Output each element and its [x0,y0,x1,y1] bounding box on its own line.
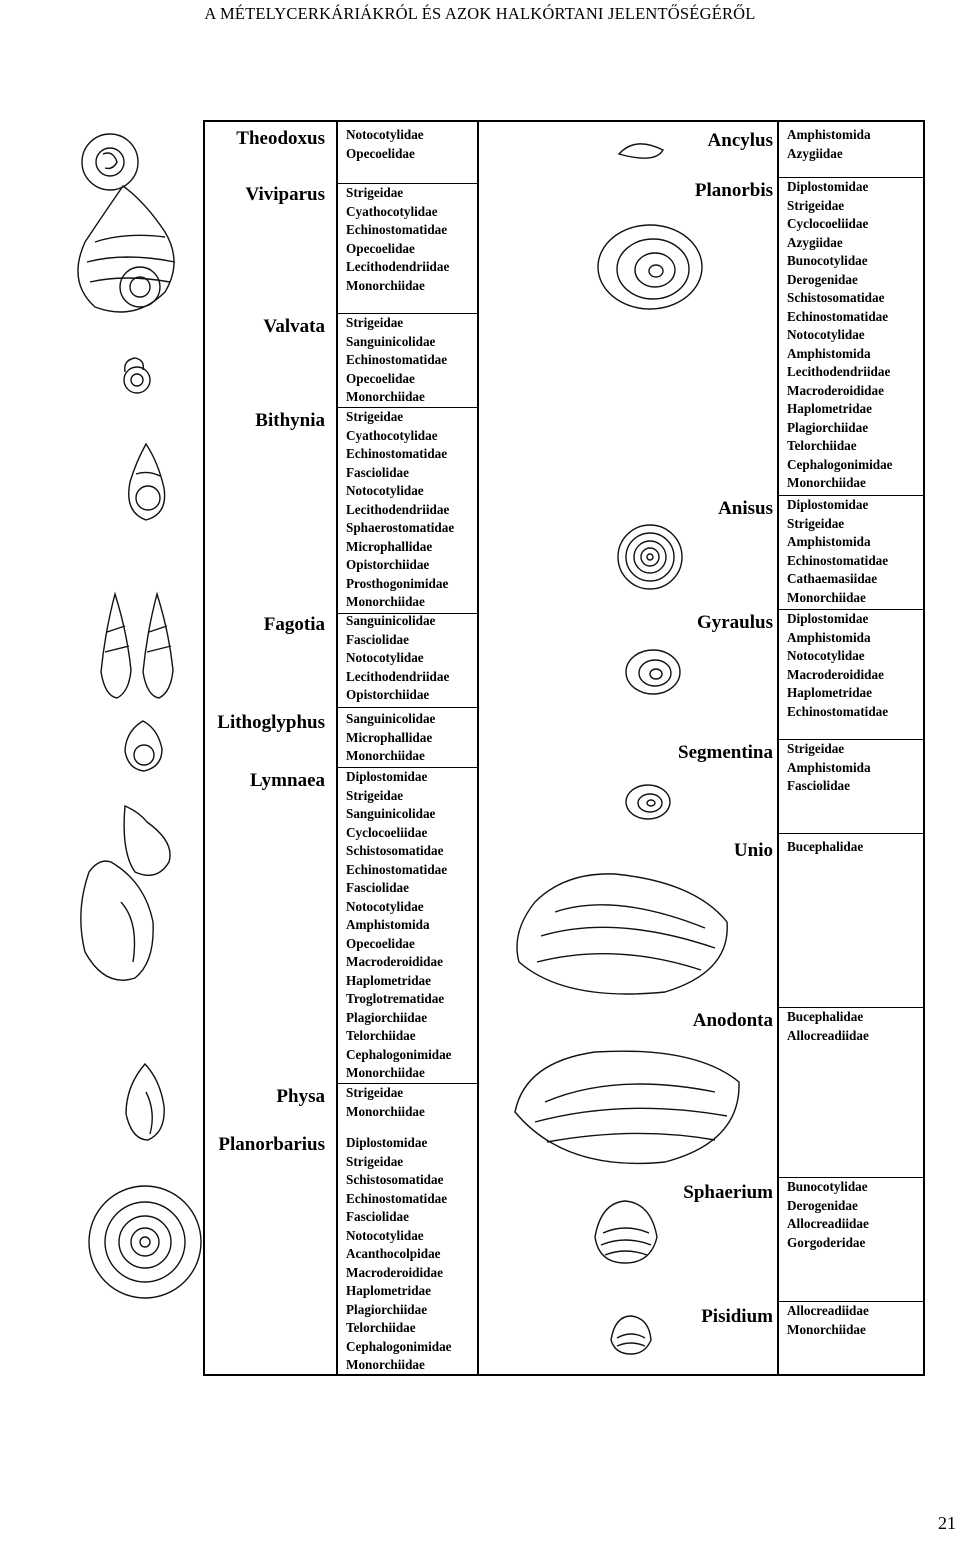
family-name: Strigeidae [346,787,404,803]
segmentina-shell-icon [623,782,673,822]
family-list-fagotia [338,612,477,708]
family-name: Macroderoididae [787,382,884,398]
family-name: Monorchiidae [346,594,425,609]
family-name: Fasciolidae [346,631,410,647]
family-list-anodonta [779,1008,925,1178]
family-name: Haplometridae [346,972,431,988]
family-name: Allocreadiidae [787,1303,869,1318]
family-name: Fasciolidae [346,880,410,895]
snail-name-unio: Unio [733,840,773,861]
family-name: Monorchiidae [346,1065,425,1080]
snail-name-lymnaea: Lymnaea [250,770,325,791]
family-list-pisidium [779,1302,925,1374]
snail-name-fagotia: Fagotia [263,614,325,635]
family-name: Macroderoididae [346,954,443,969]
family-name: Bunocotylidae [787,253,868,268]
family-name: Notocotylidae [346,898,424,914]
ancylus-shell-icon [615,134,671,168]
family-name: Cephalogonimidae [346,1046,452,1062]
family-list-physa [338,1084,477,1130]
family-name: Monorchiidae [346,1103,425,1119]
family-name: Monorchiidae [346,748,425,763]
family-name: Echinostomatidae [346,352,448,367]
snail-name-planorbarius: Planorbarius [218,1134,325,1155]
family-name: Schistosomatidae [346,1172,444,1187]
gyraulus-shell-icon [623,647,683,697]
family-name: Strigeidae [787,741,845,756]
family-name: Lecithodendriidae [346,668,450,684]
family-name: Bucephalidae [787,1009,864,1024]
snail-trematode-figure [203,120,925,1376]
family-name: Sanguinicolidae [346,333,436,349]
valvata-shell-icon [115,352,155,396]
family-name: Cathaemasiidae [787,571,878,586]
family-name: Schistosomatidae [346,843,444,858]
family-list-unio [779,838,925,1008]
family-name: Diplostomidae [346,1135,428,1150]
family-name: Notocotylidae [346,650,424,665]
family-name: Sanguinicolidae [346,806,436,821]
family-list-lymnaea [338,768,477,1084]
family-name: Monorchiidae [346,1357,425,1372]
family-name: Microphallidae [346,729,433,745]
family-name: Schistosomatidae [787,290,885,305]
family-name: Echinostomatidae [346,446,448,461]
unio-shell-icon [505,862,735,1002]
page-header: A MÉTELYCERKÁRIÁKRÓL ÉS AZOK HALKÓRTANI JELENTŐSÉGÉRŐL [204,4,756,23]
family-name: Echinostomatidae [787,552,889,568]
snail-name-physa: Physa [276,1086,325,1107]
family-name: Amphistomida [346,917,430,932]
family-name: Strigeidae [346,1085,404,1100]
bithynia-shell-icon [120,442,172,522]
family-name: Echinostomatidae [346,222,448,237]
family-name: Telorchiidae [787,438,857,453]
family-name: Diplostomidae [787,179,869,194]
family-name: Notocotylidae [787,327,865,342]
family-name: Strigeidae [787,197,845,213]
family-name: Amphistomida [787,629,871,645]
family-name: Bunocotylidae [787,1179,868,1194]
family-name: Plagiorchiidae [346,1301,428,1317]
lymnaea-shell-icon [65,802,185,992]
family-name: Sphaerostomatidae [346,520,455,535]
family-list-planorbarius [338,1134,477,1374]
family-list-valvata [338,314,477,408]
family-name: Allocreadiidae [787,1216,869,1231]
family-name: Plagiorchiidae [346,1009,428,1025]
snail-name-sphaerium: Sphaerium [683,1182,773,1203]
family-list-bithynia [338,408,477,614]
family-name: Amphistomida [787,534,871,549]
family-name: Strigeidae [346,185,404,200]
viviparus-shell-icon [65,182,185,322]
family-name: Fasciolidae [346,1209,410,1224]
family-name: Azygiidae [787,234,843,250]
family-name: Diplostomidae [787,611,869,626]
family-name: Diplostomidae [346,769,428,784]
snail-name-segmentina: Segmentina [678,742,773,763]
family-name: Amphistomida [787,127,871,142]
family-name: Cyclocoeliidae [787,216,869,231]
family-name: Monorchiidae [787,1321,866,1337]
page-number: 21 [938,1513,956,1533]
family-name: Lecithodendriidae [787,364,891,379]
family-name: Opecoelidae [346,145,415,161]
family-name: Cephalogonimidae [787,456,893,472]
snail-name-anisus: Anisus [718,498,773,519]
family-name: Cyclocoeliidae [346,824,428,840]
family-name: Cyathocotylidae [346,427,438,443]
family-list-gyraulus [779,610,925,740]
planorbarius-shell-icon [85,1182,205,1302]
family-name: Haplometridae [787,401,872,416]
family-name: Derogenidae [787,1197,858,1213]
family-name: Monorchiidae [346,277,425,293]
pisidium-shell-icon [605,1312,655,1356]
snail-name-theodoxus: Theodoxus [236,128,325,149]
family-name: Fasciolidae [787,778,851,793]
family-name: Derogenidae [787,271,858,287]
snail-name-anodonta: Anodonta [692,1010,773,1031]
family-name: Lecithodendriidae [346,501,450,517]
family-name: Sanguinicolidae [346,711,436,726]
family-name: Gorgoderidae [787,1234,866,1250]
physa-shell-icon [120,1062,170,1142]
family-name: Notocotylidae [346,483,424,498]
family-name: Macroderoididae [346,1264,443,1280]
family-name: Bucephalidae [787,839,864,854]
family-name: Cyathocotylidae [346,203,438,219]
family-name: Strigeidae [787,515,845,531]
family-name: Opecoelidae [346,370,415,386]
family-name: Notocotylidae [787,648,865,663]
family-name: Telorchiidae [346,1028,416,1043]
family-name: Echinostomatidae [346,1190,448,1206]
family-name: Monorchiidae [787,589,866,605]
family-name: Opecoelidae [346,935,415,951]
family-list-theodoxus [338,126,477,184]
family-name: Amphistomida [787,759,871,775]
family-name: Macroderoididae [787,666,884,682]
family-name: Lecithodendriidae [346,259,450,274]
family-name: Haplometridae [787,685,872,700]
snail-name-gyraulus: Gyraulus [696,612,773,633]
family-list-anisus [779,496,925,610]
family-name: Cephalogonimidae [346,1338,452,1354]
family-name: Opecoelidae [346,240,415,256]
family-name: Troglotrematidae [346,991,445,1006]
family-name: Microphallidae [346,538,433,554]
family-name: Allocreadiidae [787,1027,869,1043]
family-name: Telorchiidae [346,1320,416,1335]
snail-name-bithynia: Bithynia [255,410,325,431]
fagotia-shell-icon [95,592,185,702]
family-name: Monorchiidae [346,389,425,404]
family-name: Fasciolidae [346,464,410,480]
family-name: Opistorchiidae [346,687,430,702]
family-name: Azygiidae [787,145,843,161]
family-name: Notocotylidae [346,127,424,142]
snail-name-pisidium: Pisidium [701,1306,773,1327]
family-name: Echinostomatidae [787,308,889,324]
family-name: Monorchiidae [787,475,866,490]
family-list-viviparus [338,184,477,314]
family-name: Plagiorchiidae [787,419,869,435]
family-list-ancylus [779,126,925,178]
family-name: Strigeidae [346,1153,404,1169]
family-name: Amphistomida [787,345,871,361]
anisus-shell-icon [615,522,685,592]
family-name: Strigeidae [346,315,404,330]
family-list-segmentina [779,740,925,834]
family-name: Prosthogonimidae [346,575,449,591]
lithoglyphus-shell-icon [120,717,166,773]
center-divider [477,122,479,1374]
snail-name-valvata: Valvata [263,316,325,337]
anodonta-shell-icon [495,1032,745,1172]
family-name: Echinostomatidae [346,861,448,877]
family-name: Diplostomidae [787,497,869,512]
family-name: Haplometridae [346,1283,431,1298]
family-list-lithoglyphus [338,710,477,768]
family-name: Acanthocolpidae [346,1246,441,1261]
family-name: Echinostomatidae [787,703,889,719]
snail-name-lithoglyphus: Lithoglyphus [217,712,325,733]
snail-name-ancylus: Ancylus [707,130,773,151]
planorbis-shell-icon [595,222,705,312]
family-name: Opistorchiidae [346,557,430,572]
snail-name-viviparus: Viviparus [245,184,325,205]
family-name: Strigeidae [346,409,404,424]
sphaerium-shell-icon [585,1197,665,1267]
family-list-sphaerium [779,1178,925,1302]
family-name: Notocotylidae [346,1227,424,1243]
snail-name-planorbis: Planorbis [694,180,773,201]
family-list-planorbis [779,178,925,496]
family-name: Sanguinicolidae [346,613,436,628]
